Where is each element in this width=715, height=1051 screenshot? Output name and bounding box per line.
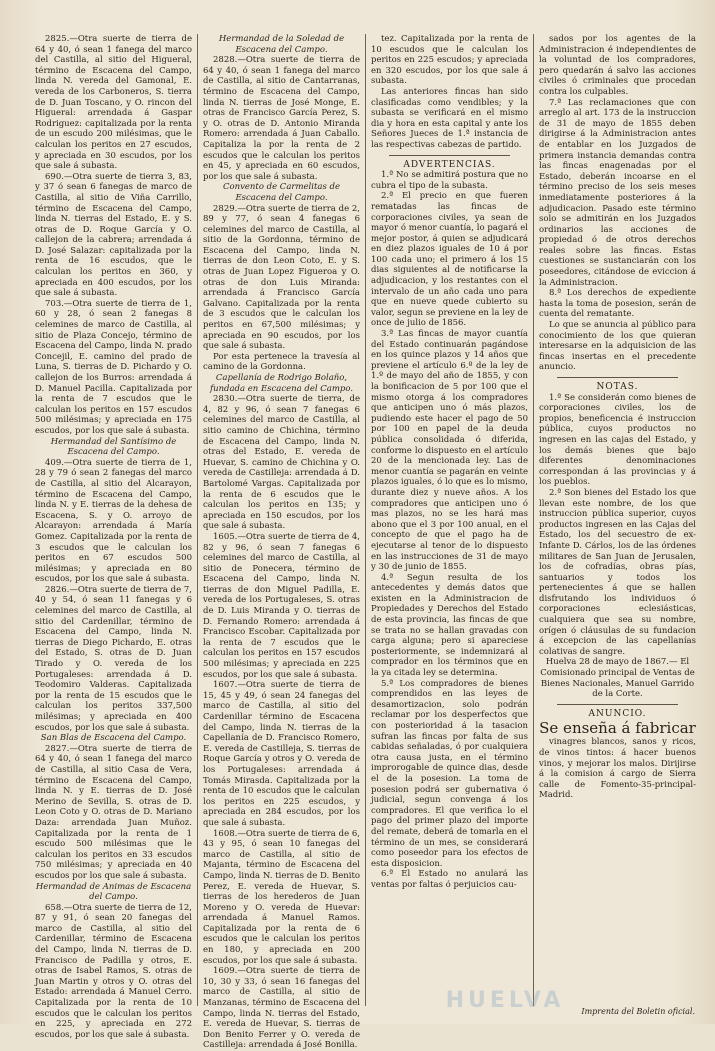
heading-hermandad-animas: Hermandad de Animas de Escacena del Campo. xyxy=(35,881,192,903)
divider xyxy=(557,704,678,705)
continuation-text: tez. Capitalizada por la renta de 10 escudos que le calculan los peritos en 225 escudos; y apreciada en 320 escudos, por los que sale á subasta. xyxy=(371,34,528,87)
advertencia-6: 6.ª El Estado no anulará las ventas por faltas ó perjuicios cau- xyxy=(371,869,528,890)
imprint-line: Imprenta del Boletin oficial. xyxy=(581,1007,695,1016)
lot-1608: 1608.—Otra suerte de tierra de 6, 43 y 95, ó sean 10 fanegas del marco de Castilla, al sitio de Majanta, término de Escacena del Campo, linda N. tierras de D. Benito Perez, E. vereda de Huevar, S. tierras de los herederos de Juan Moreno y O. vereda de Huevar: arrendada á Manuel Ramos. Capitalizada por la renta de 6 escudos que le calculan los peritos en 180, y apreciada en 200 escudos, por los que sale á subasta. xyxy=(203,828,360,966)
notas-title: NOTAS. xyxy=(596,382,639,392)
divider xyxy=(389,155,510,156)
advertencia-8: 8.ª Los derechos de expediente hasta la toma de posesion, serán de cuenta del rematante. xyxy=(539,288,696,320)
advertencia-1: 1.ª No se admitirá postura que no cubra el tipo de la subasta. xyxy=(371,170,528,191)
column-3 xyxy=(365,34,533,1006)
advertencias-title: ADVERTENCIAS. xyxy=(403,159,496,170)
continuation-text-2: sados por los agentes de la Administracion é independientes de la voluntad de los compradores, pero quedarán á salvo las acciones civiles ó criminales que procedan contra los culpables. xyxy=(539,34,696,97)
lot-1605: 1605.—Otra suerte de tierra de 4, 82 y 96, ó sean 7 fanegas 6 celemines del marco de Castilla, al sitio de Ponecera, término de Escacena del Campo, linda N. tierras de don Miguel Padilla, E. vereda de los Portugaleses, S. otras de D. Luis Miranda y O. tierras de D. Fernando Romero: arrendada á Francisco Escobar. Capitalizada por la renta de 7 escudos que le calculan los peritos en 157 escudos 500 milésimas; y apreciada en 225 escudos, por los que sale á subasta. xyxy=(203,531,360,680)
watermark-text: HUELVA xyxy=(445,987,565,1013)
lot-2827: 2827.—Otra suerte de tierra de 64 y 40, ó sean 1 fanega del marco de Castilla, al sitio Casa de Vera, término de Escacena del Campo, linda N. y E. tierras de D. José Merino de Sevilla, S. otras de D. Leon Coto y O. otras de D. Mariano Daza: arrendada Juan Muñoz. Capitalizada por la renta de 1 escudo 500 milésimas que le calculan los peritos en 33 escudos 750 milésimas; y apreciada en 40 escudos por los que sale á subasta. xyxy=(35,743,192,881)
ad-body: vinagres blancos, sanos y ricos, de vinos tintos: á hacer buenos vinos, y mejorar los malos. Dirijirse á la comision á cargo de Sierra calle de Fomento-35-principal-Madrid. xyxy=(539,737,696,801)
heading-convento-carmelitas: Convento de Carmelitas de Escacena del Campo. xyxy=(223,182,340,203)
advertencia-4: 4.ª Segun resulta de los antecedentes y demás datos que existen en la Administracion de Propiedades y Derechos del Estado de esta provincia, las fincas de que se trata no se hallan gravadas con carga alguna; pero si apareciese posteriormente, se indemnizará al comprador en los términos que en la ya citada ley se determina. xyxy=(371,572,528,679)
lot-2826: 2826.—Otra suerte de tierra de 7, 40 y 54, ó sean 11 fanegas y 6 celemines del marco de Castilla, al sitio del Cardenillar, término de Escacena del Campo, linda N. tierras de Diego Pichardo, E. otras del Estado, S. otras de D. Juan Tirado y O. vereda de los Portugaleses: arrendada á D. Teodomiro Valderas. Capitalizada por la renta de 15 escudos que le calculan los peritos 337,500 milésimas; y apreciada en 400 escudos, por los que sale á subasta. xyxy=(35,584,192,733)
divider xyxy=(557,377,678,378)
lot-1607: 1607.—Otra suerte de tierra de 15, 45 y 49, ó sean 24 fanegas del marco de Castilla, al sitio del Cardenillar término de Escacena del Campo, linda N. tierras de la Capellanía de D. Francisco Romero, E. vereda de Castilleja, S. tierras de Roque García y otros y O. vereda de los Portugaleses: arrendada á Tomás Mirasda. Capitalizada por la renta de 10 escudos que le calculan los peritos en 225 escudos, y apreciada en 284 escudos, por los que sale á subasta. xyxy=(203,680,360,828)
lot-2829: 2829.—Otra suerte de tierra de 2, 89 y 77, ó sean 4 fanegas 6 celemines del marco de Castilla, al sitio de la Gordonna, término de Escacena del Campo, linda N. tierras de don Leon Coto, E. y S. otras de Juan Lopez Figueroa y O. otras de don Luis Miranda: arrendada á Francisco García Galvano. Capitalizada por la renta de 3 escudos que le calculan los peritos en 67,500 milésimas; y apreciada en 90 escudos, por los que sale á subasta. xyxy=(203,203,360,352)
heading-capellania: Capellanía de Rodrigo Bolaño, fundada en Escacena del Campo. xyxy=(209,373,354,394)
heading-hermandad-soledad: Hermandad de la Soledad de Escacena del Campo. xyxy=(218,34,345,55)
advertencia-7: 7.ª Las reclamaciones que con arreglo al art. 173 de la instruccion de 31 de mayo de 1855 deben dirigirse á la Administracion antes de entablar en los Juzgados de primera instancia demandas contra las fincas enagenadas por el Estado, deberán incoarse en el término preciso de los seis meses inmediatamente posteriores á la adjudicacion. Pasado este término solo se admitirán en los Juzgados ordinarios las acciones de propiedad ó de otros derechos reales sobre las fincas. Estas cuestiones se sustanciarán con los poseedores, citándose de eviccion á la Administracion. xyxy=(539,97,696,288)
lot-2830: 2830.—Otra suerte de tierra, de 4, 82 y 96, ó sean 7 fanegas 6 celemines del marco de Castilla, al sitio camino de Chichina, término de Escacena del Campo, linda N. otras del Estado, E. vereda de Huevar, S. camino de Chichina y O. vereda de Castilleja: arrendada á D. Bartolomé Vargas. Capitalizada por la renta de 6 escudos que le calculan los peritos en 135; y apreciada en 150 escudos, por los que sale á subasta. xyxy=(203,394,360,532)
nota-1: 1.ª Se considerán como bienes de corporaciones civiles, los de propios, beneficencia é instruccion pública, cuyos productos no ingresen en las cajas del Estado, y los demás bienes que bajo diferentes denominaciones correspondan á las provincias y á los pueblos. xyxy=(539,392,696,488)
signature-date: Huelva 28 de mayo de 1867.— El Comisionado principal de Ventas de Bienes Nacionales, Manuel Garrido de la Corte. xyxy=(540,657,695,700)
anuncio-title: ANUNCIO. xyxy=(588,708,647,719)
ad-headline: Se enseña á fabricar xyxy=(539,719,696,738)
subasta-note: Las anteriores fincas han sido clasificadas como vendibles; y la subasta se verificará en el mismo dia y hora en esta capital y ante los Señores Jueces de 1.ª instancia de las respectivas cabezas de partido. xyxy=(371,86,528,150)
lot-409: 409.—Otra suerte de tierra de 1, 28 y 79 ó sean 2 fanegas del marco de Castilla, al sitio del Alcarayon, término de Escacena del Campo, linda N. y E. tierras de la dehesa de Escacena, S. y O. arroyo de Alcarayon: arrendada á María Gomez. Capitalizada por la renta de 3 escudos que le calculan los peritos en 67 escudos 500 milésimas; y apreciada en 80 escudos, por los que sale á subasta. xyxy=(35,457,192,585)
heading-hermandad-santisimo: Hermandad del Santísimo de Escacena del Campo. xyxy=(50,436,177,458)
advertencia-5: 5.ª Los compradores de bienes comprendidos en las leyes de desamortizacion, solo podrán reclamar por los desperfectos que con posterioridad á la tasacion sufran las fincas por falta de sus cabidas señaladas, ó por cualquiera otra causa justa, en el término improrogable de quince dias, desde el de la posesion. La toma de posesion podrá ser gubernativa ó judicial, segun convenga á los compradores. El que verifica lo el pago del primer plazo del importe del remate, deberá de tomarla en el término de un mes, se considerará como poseedor para los efectos de esta disposicion. xyxy=(371,678,528,869)
lot-1609: 1609.—Otra suerte de tierra de 10, 30 y 33, ó sean 16 fanegas del marco de Castilla, al sitio de Manzanas, término de Escacena del Campo, linda N. tierras del Estado, E. vereda de Huevar, S. tierras de Don Benito Ferrer y O. vereda de Castilleja: arrendada á José Bonilla. xyxy=(203,966,360,1051)
lot-658: 658.—Otra suerte de tierra de 12, 87 y 91, ó sean 20 fanegas del marco de Castilla, al sitio del Cardenillar, término de Escacena del Campo, linda N. tierras de D. Francisco de Padilla y otros, E. otras de Isabel Ramos, S. otras de Juan Martin y otros y O. otras del Estado: arrendada á Manuel Cerro. Capitalizada por la renta de 10 escudos que le calculan los peritos en 225, y apreciada en 272 escudos, por los que sale á subasta. xyxy=(35,902,192,1040)
column-4 xyxy=(533,34,701,1006)
advertencia-3: 3.ª Las fincas de mayor cuantía del Estado continuarán pagándose en los quince plazos y 14 años que previene el artículo 6.º de la ley de 1.º de mayo del año de 1855, y con la bonificacion de 5 por 100 que el mismo otorga á los compradores que anticipen uno ó más plazos, pudiendo este hacer el pago de 50 por 100 en papel de la deuda pública consolidada ó diferida, conforme lo dispuesto en el artículo 20 de la mencionada ley. Las de menor cuantía se pagarán en veinte plazos iguales, ó lo que es lo mismo, durante diez y nueve años. A los compradores que anticipen uno ó mas plazos, no se les hará mas abono que el 3 por 100 anual, en el concepto de que el pago ha de ejecutarse al tenor de lo dispuesto en las instrucciones de 31 de mayo y 30 de junio de 1855. xyxy=(371,329,528,573)
nota-2: 2.ª Son bienes del Estado los que llevan este nombre, de los que instruccion pública superior, cuyos productos ingresen en las Cajas del Estado, los del secuestro de ex-Infante D. Cárlos, los de las órdenes militares de San Juan de Jerusalen, los de cofradías, obras pías, santuarios y todos los pertenecientes á que se hallen disfrutando los individuos ó corporaciones eclesiásticas, cualquiera que sea su nombre, orígen ó cláusulas de su fundacion á excepcion de las capellanías colativas de sangre. xyxy=(539,487,696,657)
heading-san-blas: San Blas de Escacena del Campo. xyxy=(40,733,187,744)
lot-703: 703.—Otra suerte de tierra de 1, 60 y 28, ó sean 2 fanegas 8 celemines de marco de Castilla, al sitio de Plaza Concejo, término de Escacena del Campo, linda N. prado Concejil, E. camino del prado de Luna, S. tierras de D. Pichardo y O. callejon de los Burros: arrendada á D. Manuel Pacilla. Capitalizada por la renta de 7 escudos que le calculan los peritos en 157 escudos 500 milésimas; y apreciada en 175 escudos, por los que sale á subasta. xyxy=(35,298,192,436)
lot-690: 690.—Otra suerte de tierra 3, 83, y 37 ó sean 6 fanegas de marco de Castilla, al sitio de Viña Carrillo, término de Escacena del Campo, linda N. tierras del Estado, E. y S. otras de D. Roque García y O. callejon de la cabrera; arrendada á D. José Salazar: capitalizada por la renta de 16 escudos, que le calculan los peritos en 360, y apreciada en 400 escudos, por los que sale á subasta. xyxy=(35,171,192,299)
lot-2825: 2825.—Otra suerte de tierra de 64 y 40, ó sean 1 fanega del marco del Castilla, al sitio del Higueral, término de Escacena del Campo, linda N. vereda del Gamonal, E. vereda de los Carboneros, S. tierra de D. Juan Toscano, y O. rincon del Higueral: arrendada á Gaspar Rodriguez: capitalizada por la renta de un escudo 200 milésimas, que le calculan los peritos en 27 escudos, y apreciada en 30 escudos, por los que sale á subasta. xyxy=(35,34,192,172)
public-notice: Lo que se anuncia al público para conocimiento de los que quieran interesarse en la adquisicion de las fincas insertas en el precedente anuncio. xyxy=(539,320,696,373)
lot-2828: 2828.—Otra suerte de tierra de 64 y 40, ó sean 1 fanega del marco de Castilla, al sitio de Cantarranas, término de Escacena del Campo, linda N. tierras de José Monge, E. otras de Francisco García Perez, S. y O. otras de D. Antonio Miranda Romero: arrendada á Juan Caballo. Capitaliza la por la renta de 2 escudos que le calculan los peritos en 45, y apreciada en 60 escudos, por los que sale á subasta. xyxy=(203,55,360,182)
column-2 xyxy=(197,34,365,1051)
advertencia-2: 2.ª El precio en que fueren rematadas las fincas de corporaciones civiles, ya sean de mayor ó menor cuantía, lo pagará el mejor postor, á quien se adjudicará en diez plazos iguales de 10 á por 100 cada uno; el primero á los 15 dias siguientes al de notificarse la adjudicacion, y los restantes con el intervalo de un año cada uno para que en nueve quede cubierto su valor, segun se previene en la ley de once de julio de 1856. xyxy=(371,191,528,329)
note-travesia: Por esta pertenece la travesía al camino de la Gordonna. xyxy=(203,351,360,373)
column-1 xyxy=(30,34,197,1040)
